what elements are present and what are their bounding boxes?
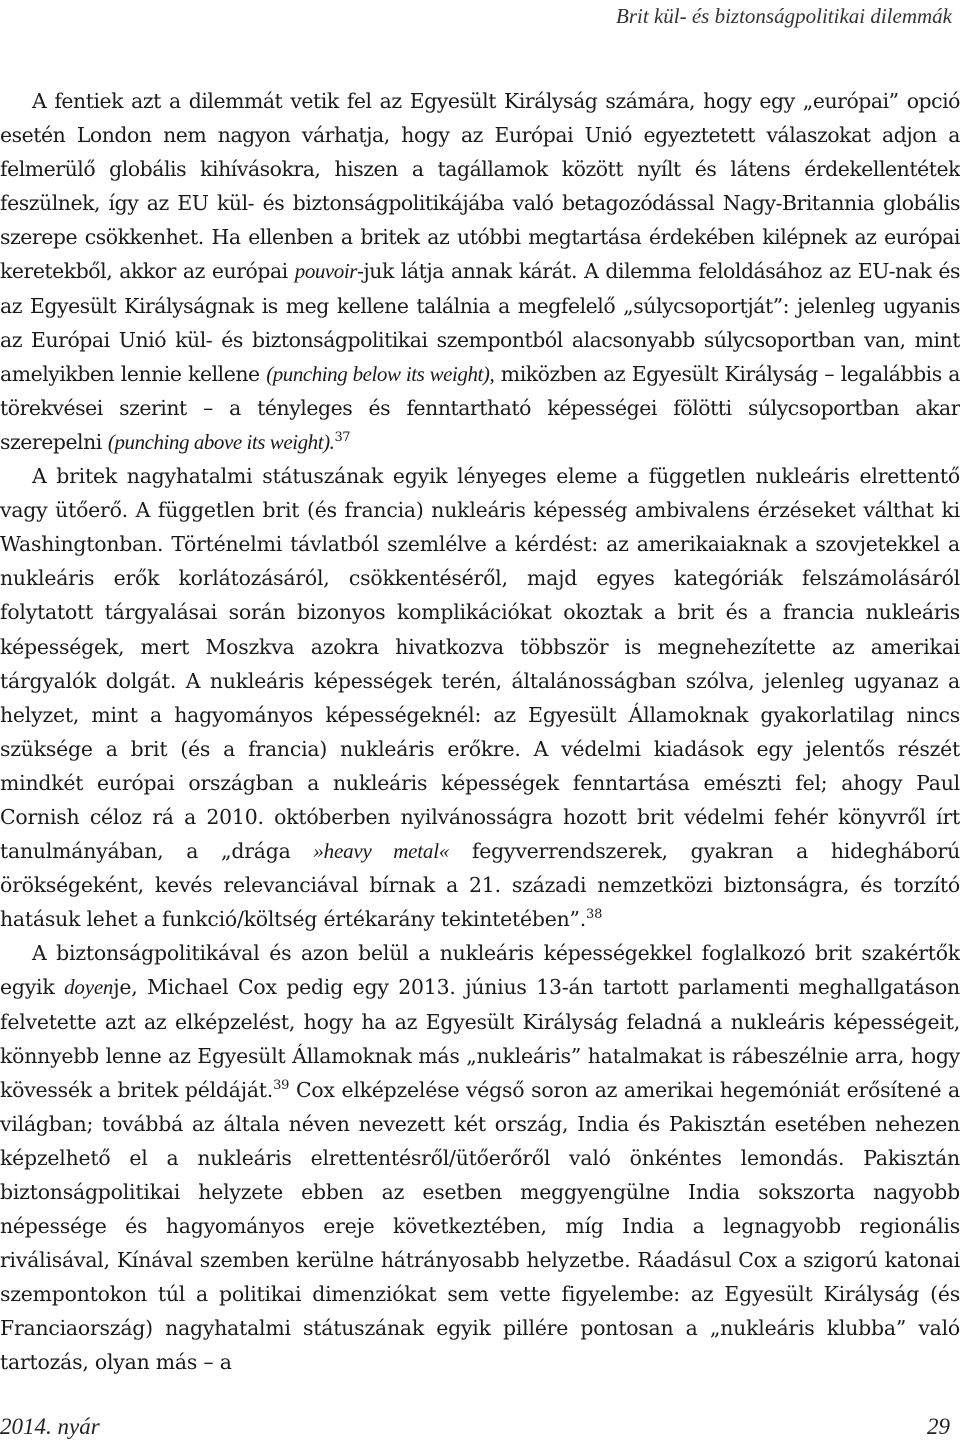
paragraph-text: fegyverrendszerek, gyakran a hidegháború örökségeként, kevés relevanciával bírnak a 21. századi nemzetközi biztonságra, és torzító hatásuk lehet a funkció/költség értékarány tekintetében”.: [0, 839, 960, 932]
page-number: 29: [927, 1414, 950, 1439]
paragraph-text: je, Michael Cox pedig egy 2013. június 13-án tartott parlamenti meghallgatáson felvetette azt az elképzelést, hogy ha az Egyesült Királyság feladná a nukleáris képességeit, könnyebb lenne az Egyesült Államoknak más „nukleáris” hatalmakat is rábeszélnie arra, hogy kövessék a britek példáját.: [0, 975, 960, 1102]
article-body: [0, 84, 960, 1380]
paragraph-text: A biztonságpolitikával és azon belül a nukleáris képességekkel foglalkozó brit szakértők egyik: [0, 941, 960, 1000]
paragraph-text: A fentiek azt a dilemmát vetik fel az Egyesült Királyság számára, hogy egy „európai” opció esetén London nem nagyon várhatja, hogy az Európai Unió egyeztetett válaszokat adjon a felmerülő globális kihívásokra, hiszen a tagállamok között nyílt és látens érdekellentétek feszülnek, így az EU kül- és biztonságpolitikájába való betagozódással Nagy-Britannia globális szerepe csökkenhet. Ha ellenben a britek az utóbbi megtartása érdekében kilépnek az európai keretekből, akkor az európai: [0, 89, 960, 284]
italic-term: doyen: [64, 975, 114, 1000]
italic-phrase: (punching below its weight),: [266, 361, 495, 386]
paragraph-text: miközben az Egyesült Királyság – legalábbis a törekvései szerint – a tényleges és fenntartható képességei fölötti súlycsoportban akar szerepelni: [0, 361, 960, 454]
paragraph-2: [0, 459, 960, 936]
italic-term: »heavy metal«: [313, 839, 450, 864]
footnote-ref[interactable]: 39: [273, 1077, 290, 1093]
italic-term: pouvoir: [294, 259, 357, 284]
paragraph-text: A britek nagyhatalmi státuszának egyik lényeges eleme a független nukleáris elrettentő vagy ütőerő. A független brit (és francia) nukleáris képesség ambivalens érzéseket válthat ki Washingtonban. Történelmi távlatból szemlélve a kérdést: az amerikaiaknak a szovjetekkel a nukleáris erők korlátozásáról, csökkentéséről, majd egyes kategóriák felszámolásáról folytatott tárgyalásai során bizonyos komplikációkat okoztak a brit és a francia nukleáris képességek, mert Moszkva azokra hivatkozva többször is megnehezítette az amerikai tárgyalók dolgát. A nukleáris képességek terén, általánosságban szólva, jelenleg ugyanaz a helyzet, mint a hagyományos képességeknél: az Egyesült Államoknak gyakorlatilag nincs szüksége a brit (és a francia) nukleáris erőkre. A védelmi kiadások egy jelentős részét mindkét európai országban a nukleáris képességek fenntartása emészti fel; ahogy Paul Cornish céloz rá a 2010. októberben nyilvánosságra hozott brit védelmi fehér könyvről írt tanulmányában, a „drága: [0, 464, 960, 864]
issue-date: 2014. nyár: [0, 1414, 100, 1439]
paragraph-text: Cox elképzelése végső soron az amerikai hegemóniát erősítené a világban; továbbá az általa néven nevezett két ország, India és Pakisztán esetében nehezen képzelhető el a nukleáris elrettentésről/ütőerőről való önkéntes lemondás. Pakisztán biztonságpolitikai helyzete ebben az esetben meggyengülne India sokszorta nagyobb népessége és hagyományos ereje következtében, míg India a legnagyobb regionális riválisával, Kínával szemben kerülne hátrányosabb helyzetbe. Ráadásul Cox a szigorú katonai szempontokon túl a politikai dimenziókat sem vette figyelembe: az Egyesült Királyság (és Franciaország) nagyhatalmi státuszának egyik pillére pontosan a „nukleáris klubba” való tartozás, olyan más – a: [0, 1077, 960, 1375]
footnote-ref[interactable]: 38: [586, 907, 603, 923]
running-head-title: Brit kül- és biztonságpolitikai dilemmák: [616, 4, 952, 28]
italic-phrase: (punching above its weight).: [107, 429, 335, 454]
paragraph-1: [0, 84, 960, 459]
paragraph-text: -juk látja annak kárát. A dilemma feloldásához az EU-nak és az Egyesült Királyságnak is meg kellene találnia a megfelelő „súlycsoportját”: jelenleg ugyanis az Európai Unió kül- és biztonságpolitikai szempontból alacsonyabb súlycsoportban van, mint amelyikben lennie kellene: [0, 259, 960, 386]
footnote-ref[interactable]: 37: [334, 430, 351, 446]
paragraph-3: [0, 936, 960, 1379]
